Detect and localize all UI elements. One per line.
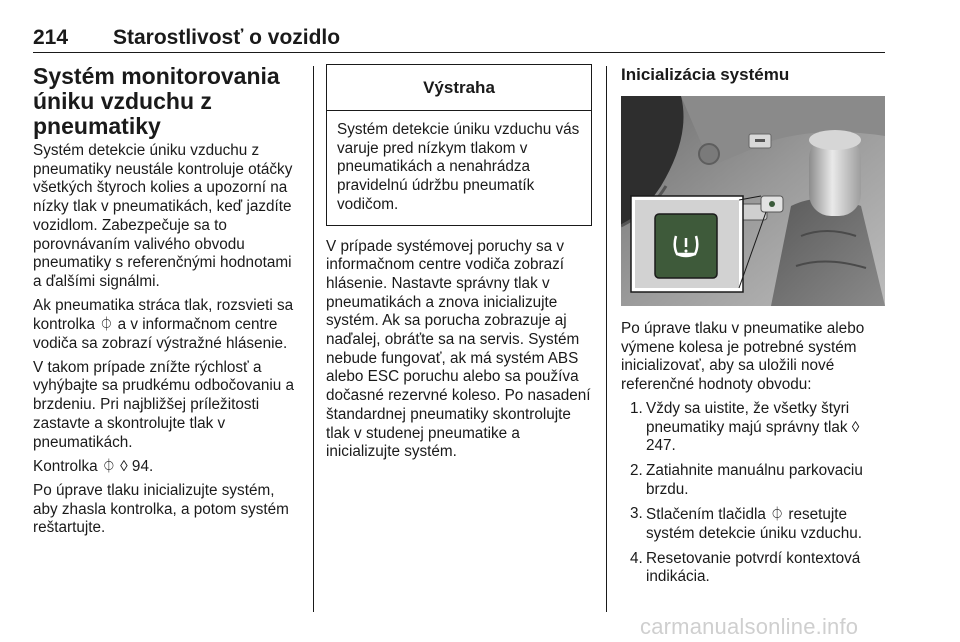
step-text: resetujte systém detekcie úniku vzduchu. xyxy=(646,506,862,543)
paragraph-action: V takom prípade znížte rýchlosť a vyhýbajte sa prudkému odbočovaniu a brzdeniu. Pri najbližšej príležitosti zastavte a skontrolujte tlak v pneumatikách. xyxy=(33,358,295,451)
text-span: Ak pneumatika stráca tlak, rozsvieti sa kontrolka xyxy=(33,296,294,334)
paragraph-reset: Po úprave tlaku inicializujte systém, aby zhasla kontrolka, a potom systém reštartujte. xyxy=(33,481,289,537)
section-heading xyxy=(33,64,299,139)
column-middle xyxy=(326,64,592,467)
warning-title: Výstraha xyxy=(327,65,591,111)
step-text: Zatiahnite manuálnu parkovaciu brzdu. xyxy=(646,461,863,498)
paragraph-malfunction: V prípade systémovej poruchy sa v informačnom centre vodiča zobrazí hlásenie. Nastavte správny tlak v pneumatikách a znova inicializujte systém. Ak sa porucha zobrazuje aj naďalej, obráťte sa na servis. Systém nebude fungovať, ak má systém ABS alebo ESC poruchu alebo sa používa dočasné rezervné koleso. Po nasadení štandardnej pneumatiky skontrolujte tlak v studenej pneumatike a inicializujte systém. xyxy=(326,237,591,461)
list-item xyxy=(621,505,887,543)
chapter-title: Starostlivosť o vozidlo xyxy=(113,26,341,49)
paragraph-init-intro: Po úprave tlaku v pneumatike alebo výmene kolesa je potrebné systém inicializovať, aby sa uložili nové referenčné hodnoty obvodu: xyxy=(621,320,865,394)
subsection-heading: Inicializácia systému xyxy=(621,65,790,84)
console-illustration-svg xyxy=(621,96,885,306)
tire-pressure-icon: ⏀ xyxy=(101,458,116,475)
text-span: Kontrolka xyxy=(33,458,102,476)
page-reference-link[interactable]: ◊ 247. xyxy=(646,418,860,455)
step-text: Resetovanie potvrdí kontextová indikácia. xyxy=(646,549,861,586)
step-text: Vždy sa uistite, že všetky štyri pneumatiky majú správny tlak xyxy=(646,399,852,436)
list-item xyxy=(621,400,887,456)
paragraph-lamp-ref xyxy=(33,457,299,477)
warning-box xyxy=(326,64,592,226)
header-divider xyxy=(33,52,885,53)
paragraph-warning-lamp xyxy=(33,297,299,354)
step-number: 3. xyxy=(630,505,643,523)
init-steps-list xyxy=(621,400,887,587)
tire-pressure-icon: ⏀ xyxy=(770,506,785,523)
text-span: a v informačnom centre vodiča sa zobrazí výstražné hlásenie. xyxy=(33,316,288,353)
heading-line-2: úniku vzduchu z xyxy=(33,88,212,114)
step-number: 4. xyxy=(630,549,643,567)
paragraph-intro: Systém detekcie úniku vzduchu z pneumatiky neustále kontroluje otáčky všetkých štyroch kolies a upozorní na nízky tlak v pneumatikách, keď jazdíte vozidlom. Zabezpečuje sa to porovnávaním valivého obvodu pneumatiky s referenčnými hodnotami a ďalšími signálmi. xyxy=(33,142,293,290)
watermark: carmanualsonline.info xyxy=(640,614,859,639)
tire-pressure-icon: ⏀ xyxy=(99,316,114,333)
warning-body xyxy=(327,111,591,225)
column-divider-1 xyxy=(313,66,314,612)
page-reference-link[interactable]: ◊ 94. xyxy=(115,458,154,476)
list-item xyxy=(621,550,887,587)
column-right xyxy=(621,64,887,593)
step-number: 2. xyxy=(630,461,643,479)
column-divider-2 xyxy=(606,66,607,612)
heading-line-3: pneumatiky xyxy=(33,113,161,139)
page-header xyxy=(33,26,885,52)
step-number: 1. xyxy=(630,399,643,417)
heading-line-1: Systém monitorovania xyxy=(33,63,280,89)
step-text: Stlačením tlačidla xyxy=(646,506,771,524)
console-illustration xyxy=(621,96,885,306)
page-number: 214 xyxy=(33,26,69,49)
column-left xyxy=(33,64,299,543)
list-item xyxy=(621,462,887,499)
warning-text: Systém detekcie úniku vzduchu vás varuje pred nízkym tlakom v pneumatikách a nenahrádza pravidelnú údržbu pneumatík vodičom. xyxy=(337,121,580,213)
